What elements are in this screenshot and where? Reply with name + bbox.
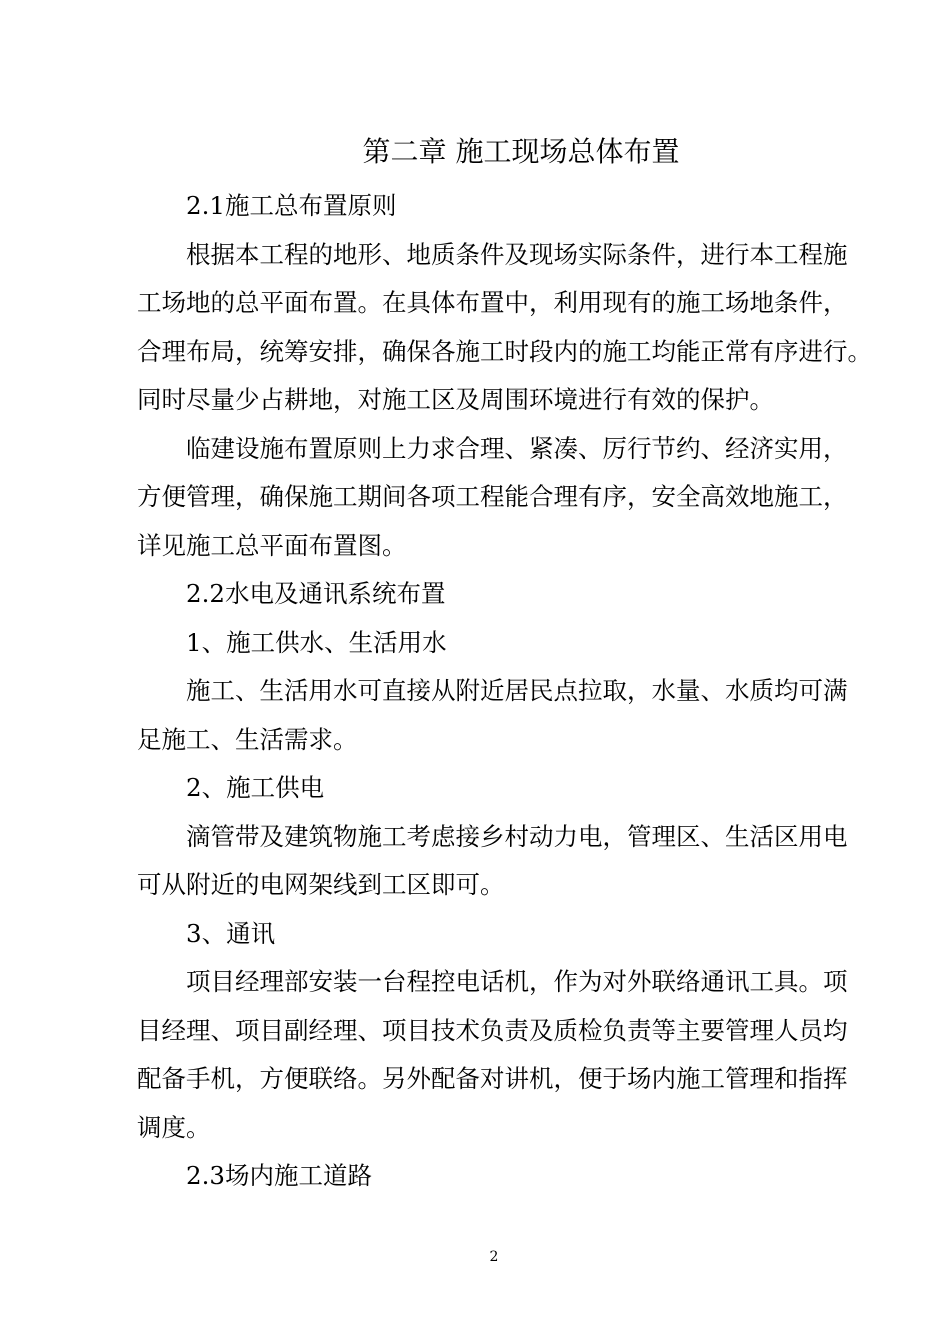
text-line: 2、施工供电 bbox=[186, 773, 325, 802]
text-line: 详见施工总平面布置图。 bbox=[137, 530, 407, 560]
section-heading-2-1 bbox=[137, 182, 837, 231]
text-line: 2.2水电及通讯系统布置 bbox=[186, 579, 446, 608]
text-line: 工场地的总平面布置。在具体布置中，利用现有的施工场地条件， bbox=[137, 288, 848, 317]
text-line: 临建设施布置原则上力求合理、紧凑、厉行节约、经济实用， bbox=[186, 433, 848, 463]
text-line: 方便管理，确保施工期间各项工程能合理有序，安全高效地施工， bbox=[137, 482, 848, 511]
paragraph-temporary-facilities bbox=[137, 425, 848, 571]
text-line: 同时尽量少占耕地，对施工区及周围环境进行有效的保护。 bbox=[137, 385, 774, 414]
text-line: 根据本工程的地形、地质条件及现场实际条件，进行本工程施 bbox=[186, 239, 848, 269]
text-line: 可从附近的电网架线到工区即可。 bbox=[137, 870, 505, 899]
text-line: 配备手机，方便联络。另外配备对讲机，便于场内施工管理和指挥 bbox=[137, 1064, 848, 1093]
body-text bbox=[137, 182, 872, 1201]
text-line: 施工、生活用水可直接从附近居民点拉取，水量、水质均可满 bbox=[186, 676, 848, 705]
text-line: 项目经理部安装一台程控电话机，作为对外联络通讯工具。项 bbox=[186, 967, 848, 996]
page-number: 2 bbox=[489, 1249, 499, 1265]
chapter-title: 第二章 施工现场总体布置 bbox=[362, 135, 680, 168]
subheading-water-supply bbox=[137, 619, 837, 668]
text-line: 1、施工供水、生活用水 bbox=[186, 627, 447, 657]
text-line: 合理布局，统筹安排，确保各施工时段内的施工均能正常有序进行。 bbox=[137, 336, 872, 366]
paragraph-layout-principle bbox=[137, 231, 872, 425]
text-line: 足施工、生活需求。 bbox=[137, 724, 358, 754]
text-line: 2.1施工总布置原则 bbox=[186, 191, 397, 220]
text-line: 目经理、项目副经理、项目技术负责及质检负责等主要管理人员均 bbox=[137, 1015, 848, 1045]
paragraph-communication bbox=[137, 958, 848, 1152]
subheading-power-supply bbox=[137, 764, 837, 813]
paragraph-water-supply bbox=[137, 667, 848, 764]
subheading-communication bbox=[137, 910, 837, 959]
section-heading-2-3 bbox=[137, 1152, 837, 1201]
text-line: 2.3场内施工道路 bbox=[186, 1161, 372, 1190]
section-heading-2-2 bbox=[137, 570, 837, 619]
paragraph-power-supply bbox=[137, 813, 848, 910]
text-line: 滴管带及建筑物施工考虑接乡村动力电，管理区、生活区用电 bbox=[186, 821, 848, 851]
text-line: 调度。 bbox=[137, 1112, 211, 1142]
text-line: 3、通讯 bbox=[186, 918, 276, 948]
